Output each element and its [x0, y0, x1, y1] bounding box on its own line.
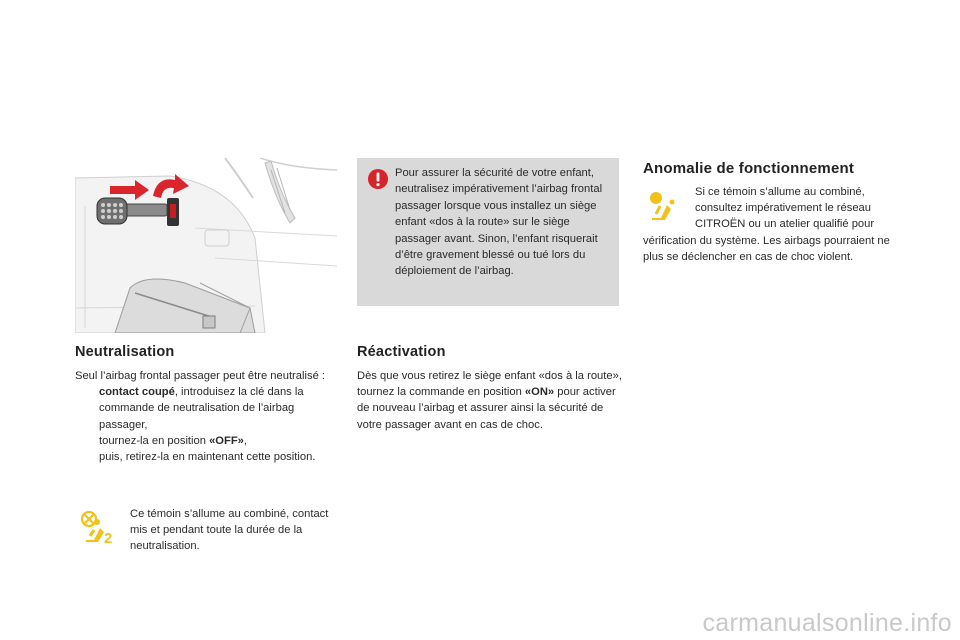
anomalie-paragraph: Si ce témoin s’allume au combiné, consultez impérativement le réseau CITROËN ou un atelier qualifié pour vérification du système. Les airbags pourraient ne plus se déclencher en cas de choc violent. — [643, 186, 890, 263]
anomalie-text — [643, 184, 905, 265]
anomalie-title: Anomalie de fonctionnement — [643, 160, 855, 177]
reactivation-bold: «ON» — [524, 386, 555, 399]
reactivation-text-post: pour activer de nouveau l’airbag et assurer ainsi la sécurité de votre passager avant en cas de choc. — [357, 386, 616, 431]
step1-bold: contact coupé — [99, 386, 175, 399]
airbag-key-switch-illustration — [75, 158, 337, 333]
step2-post: , — [243, 434, 248, 447]
airbag-switch-illustration — [75, 158, 337, 333]
list-item — [75, 449, 337, 465]
step1-text: , introduisez la clé dans la commande de neutralisation de l’airbag passager, — [99, 386, 304, 431]
reactivation-section — [357, 344, 619, 360]
warning-icon — [367, 168, 389, 190]
icon-spacer — [643, 184, 695, 232]
reactivation-title: Réactivation — [357, 344, 446, 360]
step3-text: puis, retirez-la en maintenant cette position. — [99, 451, 316, 464]
neutralisation-body — [75, 368, 337, 465]
list-item — [75, 384, 337, 433]
reactivation-text — [357, 368, 622, 433]
svg-text:2: 2 — [104, 530, 113, 546]
anomalie-section — [643, 160, 923, 177]
reactivation-text-pre: Dès que vous retirez le siège enfant «dos à la route», tournez la commande en position — [357, 370, 622, 399]
airbag-off-indicator-icon — [80, 510, 118, 546]
list-item — [75, 433, 337, 449]
neutralisation-intro: Seul l’airbag frontal passager peut être neutralisé : — [75, 370, 326, 382]
indicator-text: Ce témoin s’allume au combiné, contact mis et pendant toute la durée de la neutralisation. — [130, 508, 329, 553]
neutralisation-section — [75, 344, 340, 360]
neutralisation-title: Neutralisation — [75, 344, 175, 360]
watermark: carmanualsonline.info — [702, 609, 952, 637]
step2-text: tournez-la en position — [99, 434, 210, 447]
step2-bold: «OFF» — [209, 434, 244, 447]
warning-box — [357, 158, 619, 306]
warning-text: Pour assurer la sécurité de votre enfant, neutralisez impérativement l’airbag frontal passager lorsque vous installez un siège enfant «dos à la route» sur le siège passager avant. Sinon, l’enfant risquerait d’être gravement blessé ou tué lors du déploiement de l’airbag. — [395, 167, 603, 278]
